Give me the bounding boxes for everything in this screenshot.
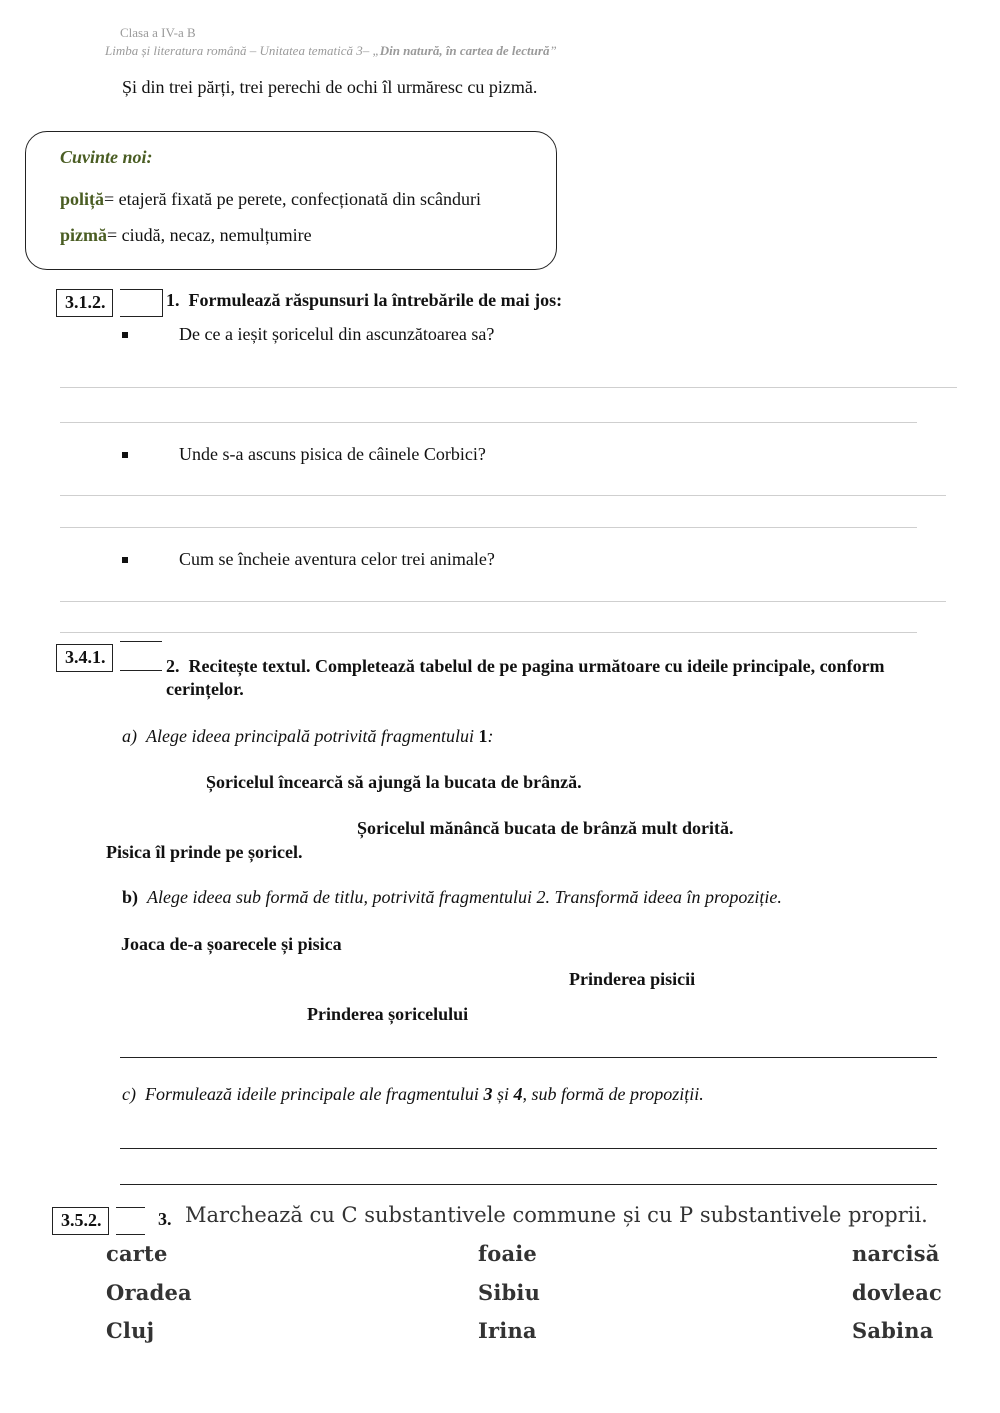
exercise1-code-box (120, 289, 163, 317)
answer-line[interactable] (60, 422, 917, 423)
option-b2[interactable]: Prinderea pisicii (569, 969, 696, 989)
part-b-instruction (122, 887, 782, 908)
word-item[interactable]: Cluj (106, 1318, 155, 1343)
part-a-label: a) (122, 726, 137, 746)
answer-line[interactable] (60, 527, 917, 528)
subject-line (105, 43, 557, 59)
vocabulary-definition: = ciudă, necaz, nemulțumire (107, 225, 312, 245)
answer-line[interactable] (60, 387, 957, 388)
word-item[interactable]: Sibiu (478, 1280, 541, 1305)
exercise2-number: 2. (166, 656, 180, 676)
word-item[interactable]: Sabina (852, 1318, 934, 1343)
bullet-icon (122, 332, 128, 338)
exercise2-code: 3.4.1. (56, 644, 113, 672)
exercise1-instruction (166, 290, 562, 311)
word-item[interactable]: narcisă (852, 1241, 940, 1266)
answer-line[interactable] (120, 1057, 937, 1058)
part-c-text: Formulează ideile principale ale fragmentului (144, 1084, 484, 1104)
word-item[interactable]: foaie (478, 1241, 537, 1266)
option-a2[interactable]: Șoricelul mănâncă bucata de brânză mult dorită. (357, 818, 734, 838)
vocabulary-item (60, 225, 312, 246)
answer-line[interactable] (60, 632, 917, 633)
exercise3-number: 3. (158, 1209, 172, 1229)
exercise1-text: Formulează răspunsuri la întrebările de mai jos: (188, 290, 563, 310)
exercise3-code-box (116, 1207, 145, 1235)
part-a-text: Alege ideea principală potrivită fragmentului (146, 726, 479, 746)
answer-line[interactable] (60, 495, 946, 496)
option-b3[interactable]: Prinderea șoricelului (307, 1004, 469, 1024)
answer-line[interactable] (120, 1148, 937, 1149)
word-item[interactable]: carte (106, 1241, 168, 1266)
exercise1-number: 1. (166, 290, 180, 310)
exercise2-text-line1: Recitește textul. Completează tabelul de pe pagina următoare cu ideile principale, conform (188, 656, 885, 676)
bullet-icon (122, 452, 128, 458)
answer-line[interactable] (120, 1184, 937, 1185)
bullet-icon (122, 557, 128, 563)
part-b-text: Alege ideea sub formă de titlu, potrivită fragmentului 2. Transformă ideea în propoziție. (147, 887, 782, 907)
part-a-instruction (122, 726, 493, 747)
exercise3-code: 3.5.2. (52, 1207, 109, 1235)
subject-suffix: ” (549, 43, 557, 58)
exercise2-code-box (120, 641, 162, 671)
exercise2-text-line2: cerințelor. (166, 679, 244, 699)
question-1: De ce a ieșit șoricelul din ascunzătoarea sa? (179, 324, 495, 344)
vocabulary-word: poliță (60, 189, 105, 209)
part-b-label: b) (122, 887, 139, 907)
intro-line: Și din trei părți, trei perechi de ochi îl urmăresc cu pizmă. (122, 77, 538, 97)
subject-title: Din natură, în cartea de lectură (379, 43, 550, 58)
option-b1[interactable]: Joaca de-a șoarecele și pisica (121, 934, 342, 954)
exercise1-code: 3.1.2. (56, 289, 113, 317)
question-2: Unde s-a ascuns pisica de câinele Corbici? (179, 444, 486, 464)
vocabulary-word: pizmă (60, 225, 107, 245)
part-c-num1: 3 (483, 1084, 493, 1104)
subject-prefix: Limba și literatura română – Unitatea tematică 3– „ (105, 43, 380, 58)
vocabulary-item (60, 189, 481, 210)
option-a1[interactable]: Șoricelul încearcă să ajungă la bucata de brânză. (206, 772, 582, 792)
part-a-suffix: : (487, 726, 494, 746)
answer-line[interactable] (60, 601, 946, 602)
part-c-instruction (122, 1084, 704, 1105)
class-line: Clasa a IV-a B (120, 25, 196, 40)
vocabulary-definition: = etajeră fixată pe perete, confecționată din scânduri (104, 189, 481, 209)
exercise3-instruction: Marchează cu C substantivele commune și cu P substantivele proprii. (185, 1203, 928, 1227)
part-a-number: 1 (478, 726, 488, 746)
part-c-mid: și (492, 1084, 514, 1104)
option-a3[interactable]: Pisica îl prinde pe șoricel. (106, 842, 303, 862)
word-item[interactable]: Irina (478, 1318, 537, 1343)
part-c-label: c) (122, 1084, 136, 1104)
word-item[interactable]: Oradea (106, 1280, 192, 1305)
vocabulary-title: Cuvinte noi: (60, 147, 153, 167)
part-c-suffix: , sub formă de propoziții. (522, 1084, 704, 1104)
exercise2-instruction (166, 656, 885, 677)
question-3: Cum se încheie aventura celor trei animale? (179, 549, 495, 569)
word-item[interactable]: dovleac (852, 1280, 943, 1305)
part-c-num2: 4 (513, 1084, 523, 1104)
